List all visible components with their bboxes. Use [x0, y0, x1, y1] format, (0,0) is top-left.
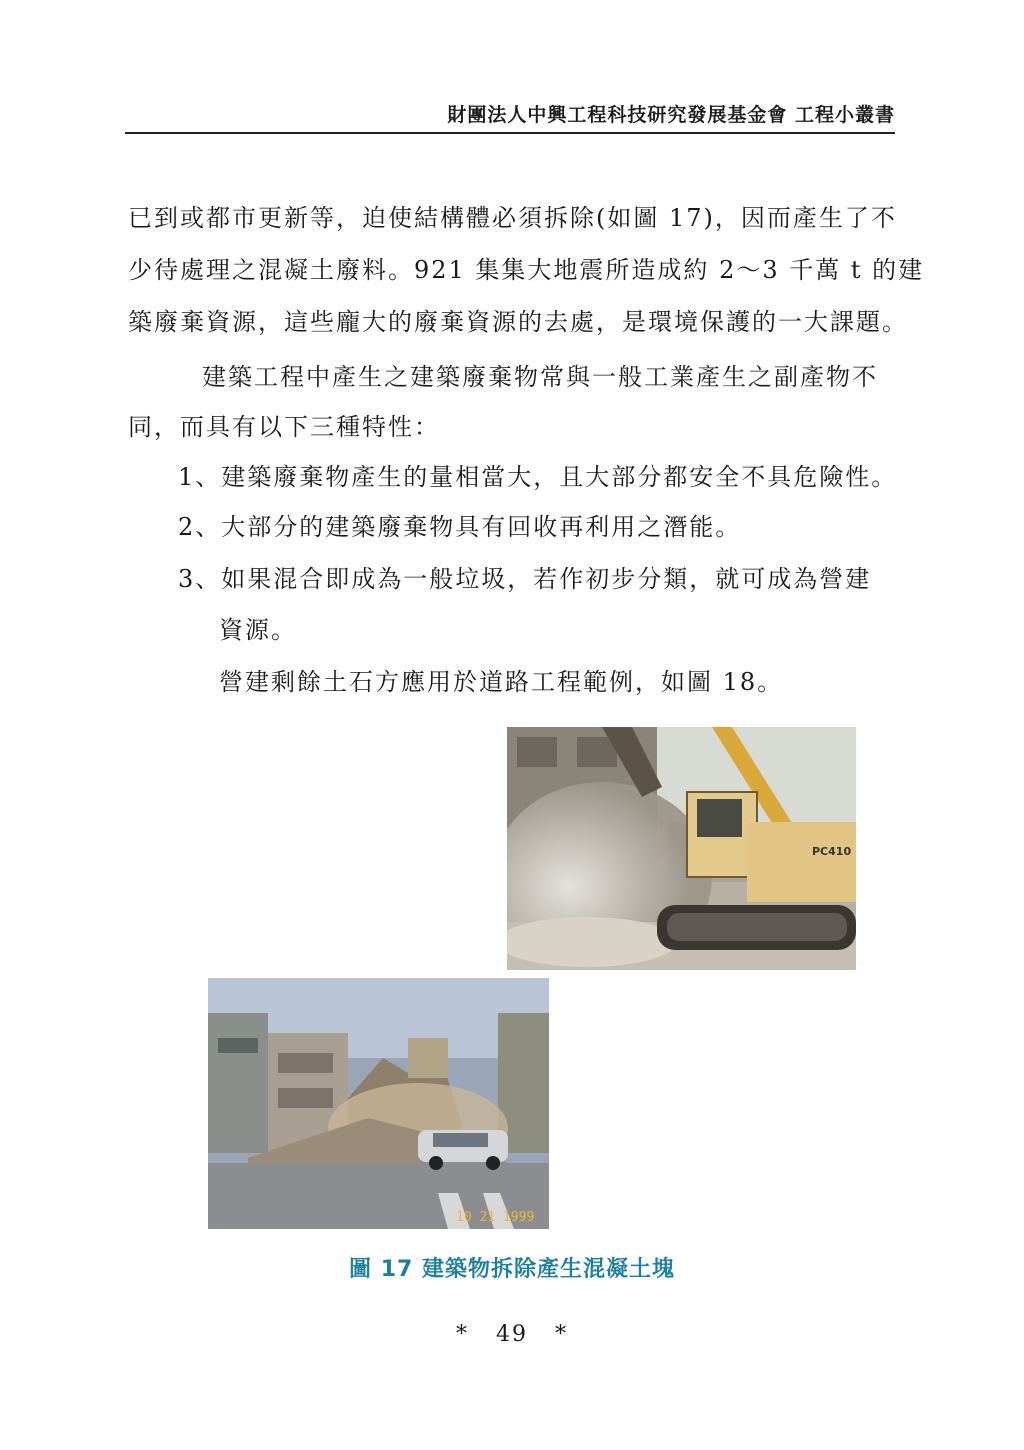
running-header [125, 102, 895, 134]
paragraph-line: 建築工程中產生之建築廢棄物常與一般工業產生之副產物不 [202, 363, 878, 391]
figure-caption: 圖 17 建築物拆除產生混凝土塊 [349, 1257, 675, 1282]
list-item: 2、大部分的建築廢棄物具有回收再利用之潛能。 [178, 513, 742, 541]
paragraph-line: 築廢棄資源，這些龐大的廢棄資源的去處，是環境保護的一大課題。 [128, 308, 908, 336]
photo-date-stamp: 10 21 1999 [456, 1210, 535, 1225]
list-item: 3、如果混合即成為一般垃圾，若作初步分類，就可成為營建 [178, 565, 872, 593]
header-title: 財團法人中興工程科技研究發展基金會 工程小叢書 [447, 104, 895, 126]
excavator-demolition-photo [507, 727, 856, 970]
list-item: 1、建築廢棄物產生的量相當大，且大部分都安全不具危險性。 [178, 463, 898, 491]
excavator-model-label: PC410 [812, 845, 852, 858]
page-number: * 49 * [456, 1322, 568, 1347]
paragraph-line: 營建剩餘土石方應用於道路工程範例，如圖 18。 [219, 668, 784, 696]
paragraph-line: 同，而具有以下三種特性： [128, 413, 440, 441]
paragraph-line: 少待處理之混凝土廢料。921 集集大地震所造成約 2～3 千萬 t 的建 [128, 256, 925, 284]
paragraph-line: 已到或都市更新等，迫使結構體必須拆除(如圖 17)，因而產生了不 [128, 204, 897, 232]
street-collapse-photo [208, 978, 549, 1229]
list-item-continuation: 資源。 [219, 616, 297, 644]
